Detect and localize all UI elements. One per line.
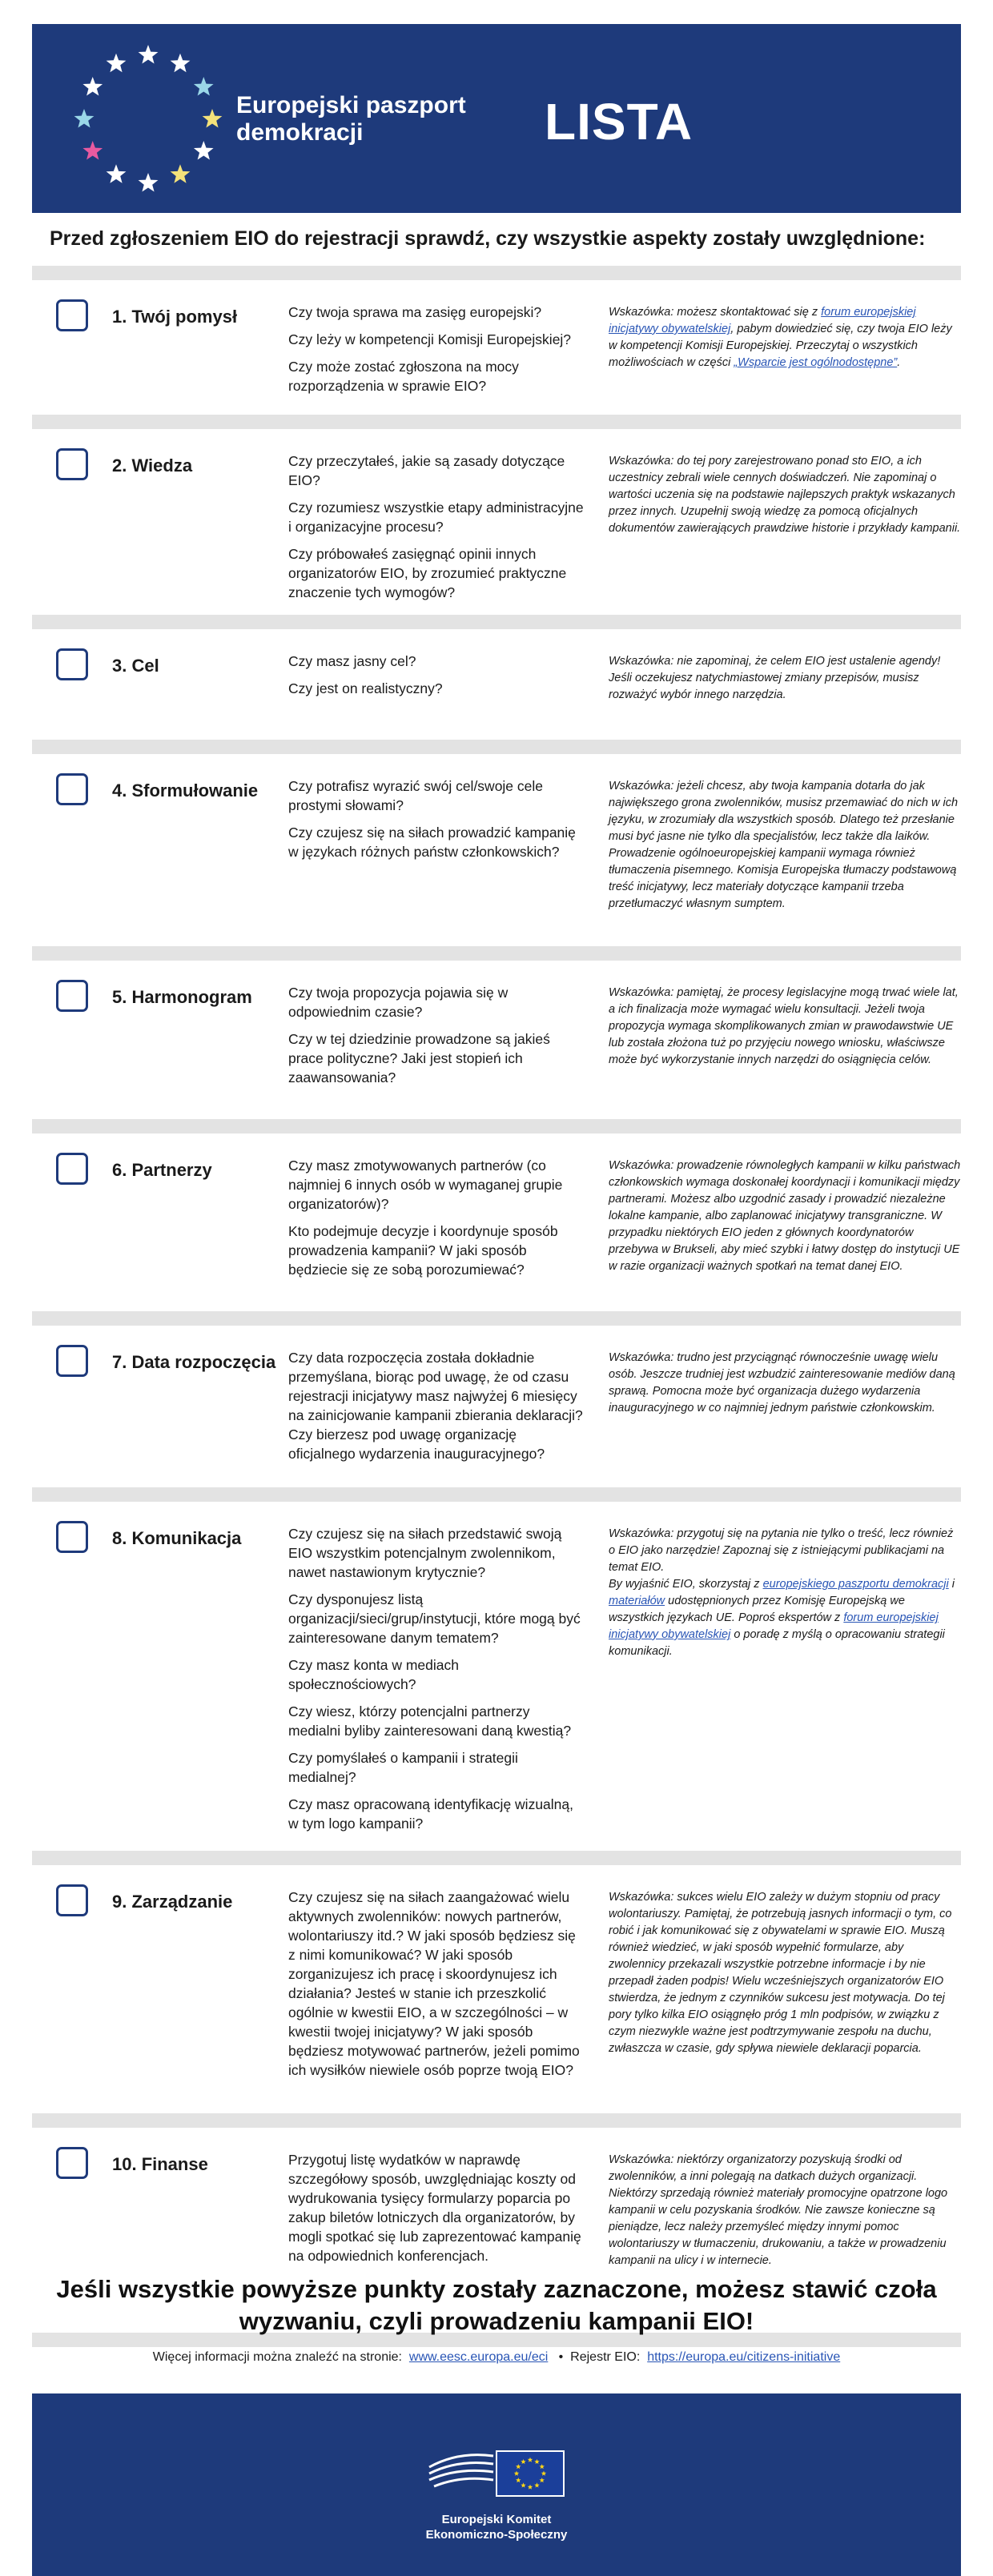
checkbox[interactable] — [56, 1153, 88, 1185]
item-title: 1. Twój pomysł — [112, 307, 238, 327]
checkbox[interactable] — [56, 648, 88, 680]
eu-star-icon — [194, 141, 214, 160]
item-tip: Wskazówka: do tej pory zarejestrowano ponad sto EIO, a ich uczestnicy zebrali wiele cennych doświadczeń. Nie zapominaj o wartości uczenia się na podstawie najlepszych praktyk wskazanych przez innych. Uzupełnij swoją wiedzę za pomocą oficjalnych dokumentów zawierających prawdziwe historie i przykłady kampanii. — [609, 455, 961, 535]
question: Czy rozumiesz wszystkie etapy administracyjne i organizacyjne procesu? — [288, 500, 584, 535]
item-title: 2. Wiedza — [112, 455, 193, 475]
item-tip: Wskazówka: niektórzy organizatorzy pozyskują środki od zwolenników, a inni polegają na datkach dużych organizacji. Niektórzy sprzedają również materiały promocyjne opatrzone logo kampanii w celu pozyskania środków. Nie zawsze konieczne są pieniądze, lecz należy przemyśleć między innymi pomoc wolontariuszy w tłumaczeniu, drukowaniu, a także w prowadzeniu kampanii na ulicy i w internecie. — [609, 2153, 948, 2267]
question: Czy masz jasny cel? — [288, 653, 416, 669]
checklist-item — [32, 961, 961, 1119]
tip-link[interactable]: materiałów — [609, 1595, 665, 1607]
eu-star-icon — [203, 109, 223, 128]
question: Czy czujesz się na siłach prowadzić kampanię w językach różnych państw członkowskich? — [288, 825, 576, 860]
question: Czy próbowałeś zasięgnąć opinii innych organizatorów EIO, by zrozumieć praktyczne znaczenie tych wymogów? — [288, 546, 567, 600]
row-separator — [32, 1119, 961, 1134]
item-title: 8. Komunikacja — [112, 1528, 242, 1548]
question: Czy dysponujesz listą organizacji/sieci/grup/instytucji, które mogą być zainteresowane danym tematem? — [288, 1591, 581, 1646]
tip-text: By wyjaśnić EIO, skorzystaj z — [609, 1578, 763, 1591]
item-title: 7. Data rozpoczęcia — [112, 1352, 276, 1372]
item-tip — [609, 304, 961, 371]
item-questions — [288, 303, 585, 403]
item-tip: Wskazówka: jeżeli chcesz, aby twoja kampania dotarła do jak największego grona zwolenników, musisz przemawiać do nich w ich języku, w zrozumiały dla wszystkich sposób. Dlatego też przesłanie musi być jasne nie tylko dla specjalistów, lecz także dla laików. Prowadzenie ogólnoeuropejskiej kampanii wymaga również tłumaczenia pisemnego. Komisja Europejska tłumaczy podstawową treść inicjatywy, lecz materiały dotyczące kampanii trzeba przetłumaczyć własnym sumptem. — [609, 780, 959, 910]
eu-star-icon — [139, 45, 159, 64]
item-questions — [288, 1348, 585, 1471]
question: Czy jest on realistyczny? — [288, 680, 443, 696]
checkbox[interactable] — [56, 299, 88, 331]
question: Czy wiesz, którzy potencjalni partnerzy medialni byliby zainteresowani daną kwestią? — [288, 1703, 572, 1739]
call-to-action — [32, 2273, 961, 2337]
brand-title — [236, 92, 466, 146]
item-questions — [288, 1524, 585, 1841]
question: Czy czujesz się na siłach zaangażować wielu aktywnych zwolenników: nowych partnerów, wolontariuszy itd.? W jaki sposób będziesz się z nimi komunikować? W jaki sposób zorganizujesz ich pracę i skoordynujesz ich działania? Jesteś w stanie ich przeszkolić ogólnie w kwestii EIO, a w szczególności – w kwestii twojej inicjatywy? W jaki sposób będziesz motywować partnerów, jeżeli pomimo ich wysiłków niewiele osób poprze twoją EIO? — [288, 1889, 580, 2078]
checklist — [32, 266, 961, 2347]
intro-text: Przed zgłoszeniem EIO do rejestracji sprawdź, czy wszystkie aspekty zostały uwzględnione: — [50, 227, 926, 250]
checklist-item — [32, 280, 961, 415]
row-separator — [32, 2113, 961, 2128]
question: Czy twoja propozycja pojawia się w odpowiednim czasie? — [288, 985, 509, 1020]
item-questions — [288, 983, 585, 1095]
row-separator — [32, 1851, 961, 1865]
item-title: 5. Harmonogram — [112, 987, 252, 1007]
item-questions — [288, 652, 585, 706]
item-title: 4. Sformułowanie — [112, 780, 259, 800]
tip-text: o poradę z myślą o opracowaniu strategii komunikacji. — [609, 1628, 945, 1658]
checkbox[interactable] — [56, 2147, 88, 2179]
checklist-item — [32, 1502, 961, 1851]
brand-line-2: demokracji — [236, 119, 364, 146]
item-tip: Wskazówka: pamiętaj, że procesy legislacyjne mogą trwać wiele lat, a ich finalizacja może wymagać wielu konsultacji. Jeżeli twoja propozycja wymaga skomplikowanych zmian w prawodawstwie UE lub została złożona tuż po przyjęciu nowego wniosku, właściwsze może być wykorzystanie innych narzędzi do osiągnięcia celów. — [609, 986, 959, 1066]
question: Czy masz opracowaną identyfikację wizualną, w tym logo kampanii? — [288, 1796, 573, 1832]
eesc-logo-icon — [426, 2448, 567, 2499]
question: Czy twoja sprawa ma zasięg europejski? — [288, 304, 542, 320]
eu-star-icon — [82, 77, 103, 96]
bullet-separator: • — [558, 2350, 564, 2364]
eesc-name — [32, 2512, 961, 2542]
checklist-item — [32, 754, 961, 946]
tip-text: . — [897, 356, 901, 369]
row-separator — [32, 1487, 961, 1502]
row-separator — [32, 946, 961, 961]
checkbox[interactable] — [56, 1521, 88, 1553]
question: Czy data rozpoczęcia została dokładnie przemyślana, biorąc pod uwagę, że od czasu rejestracji inicjatywy masz najwyżej 6 miesięcy na zainicjowanie kampanii zbierania deklaracji? Czy bierzesz pod uwagę organizację oficjalnego wydarzenia inauguracyjnego? — [288, 1350, 583, 1462]
row-separator — [32, 266, 961, 280]
eesc-name-line-2: Ekonomiczno-Społeczny — [425, 2528, 568, 2542]
page-title: LISTA — [545, 93, 693, 150]
more-info-label: Więcej informacji można znaleźć na stronie: — [152, 2350, 402, 2364]
item-tip: Wskazówka: sukces wielu EIO zależy w dużym stopniu od pracy wolontariuszy. Pamiętaj, że potrzebują jasnych informacji o tym, co robić i jak komunikować się z obywatelami w sprawie EIO. Muszą również wiedzieć, w jaki sposób wypełnić formularze, aby zwolennicy przekazali wszystkie potrzebne informacje i by nie przepadł żaden podpis! Wielu wcześniejszych organizatorów EIO stwierdza, że jednym z czynników sukcesu jest motywacja. Do tej pory tylko kilka EIO osiągnęło próg 1 mln podpisów, w związku z czym niezwykle ważne jest podtrzymywanie zespołu na duchu, zwłaszcza w czasie, gdy spływa niewiele deklaracji poparcia. — [609, 1891, 952, 2055]
eu-star-icon — [107, 164, 127, 183]
eu-star-icon — [171, 164, 191, 183]
checkbox[interactable] — [56, 1345, 88, 1377]
row-separator — [32, 1311, 961, 1326]
item-questions — [288, 776, 585, 869]
checklist-item — [32, 1865, 961, 2113]
item-title: 10. Finanse — [112, 2154, 208, 2174]
question: Czy może zostać zgłoszona na mocy rozporządzenia w sprawie EIO? — [288, 359, 519, 394]
checkbox[interactable] — [56, 448, 88, 480]
tip-link[interactable]: forum europejskiej inicjatywy obywatelskiej — [609, 1611, 939, 1641]
item-title: 6. Partnerzy — [112, 1160, 212, 1180]
eu-star-icon — [194, 77, 214, 96]
checklist-item — [32, 629, 961, 740]
cta-line-2: wyzwaniu, czyli prowadzeniu kampanii EIO! — [239, 2307, 754, 2335]
question: Czy masz zmotywowanych partnerów (co najmniej 6 innych osób w wymaganej grupie organizatorów)? — [288, 1158, 563, 1212]
item-questions — [288, 2150, 585, 2273]
more-info — [32, 2350, 961, 2365]
item-questions — [288, 1156, 585, 1287]
eu-star-icon — [107, 54, 127, 73]
item-tip — [609, 1526, 961, 1660]
eesc-eci-link[interactable]: www.eesc.europa.eu/eci — [408, 2350, 549, 2364]
row-separator — [32, 615, 961, 629]
item-title: 9. Zarządzanie — [112, 1892, 233, 1912]
checklist-item — [32, 1134, 961, 1311]
checkbox[interactable] — [56, 1884, 88, 1916]
question: Przygotuj listę wydatków w naprawdę szczegółowy sposób, uwzględniając koszty od wydrukowania tysięcy formularzy poparcia po zakup biletów lotniczych dla organizatorów, by mogli spotkać się lub zaprezentować kampanię na odpowiednich konferencjach. — [288, 2152, 581, 2264]
header-banner — [32, 24, 961, 213]
question: Czy leży w kompetencji Komisji Europejskiej? — [288, 331, 572, 347]
question: Czy w tej dziedzinie prowadzone są jakieś prace polityczne? Jaki jest stopień ich zaawansowania? — [288, 1031, 550, 1085]
item-tip: Wskazówka: prowadzenie równoległych kampanii w kilku państwach członkowskich wymaga doskonałej koordynacji i komunikacji między partnerami. Możesz albo uzgodnić zasady i prowadzić niezależne lokalne kampanie, albo zaplanować inicjatywy transgraniczne. W przypadku niektórych EIO jeden z głównych koordynatorów przebywa w Brukseli, aby mieć szybki i łatwy dostęp do instytucji UE w razie organizacji ważnych spotkań na temat danej EIO. — [609, 1159, 961, 1273]
tip-text: , pabym dowiedzieć się, czy twoja EIO leży w kompetencji Komisji Europejskiej. Przeczytaj o wszystkich możliwościach w części — [609, 323, 952, 369]
checkbox[interactable] — [56, 773, 88, 805]
brand-line-1: Europejski paszport — [236, 92, 466, 118]
question: Czy potrafisz wyrazić swój cel/swoje cele prostymi słowami? — [288, 778, 544, 813]
eesc-name-line-1: Europejski Komitet — [441, 2513, 552, 2526]
tip-link[interactable]: europejskiego paszportu demokracji — [762, 1578, 949, 1591]
eu-stars-icon — [64, 35, 232, 203]
cta-line-1: Jeśli wszystkie powyższe punkty zostały zaznaczone, możesz stawić czoła — [56, 2275, 937, 2303]
checklist-item — [32, 1326, 961, 1487]
row-separator — [32, 415, 961, 429]
eu-star-icon — [74, 109, 94, 128]
registry-label: Rejestr EIO: — [570, 2350, 641, 2364]
tip-link[interactable]: forum europejskiej inicjatywy obywatelskiej — [609, 306, 916, 335]
eu-star-icon — [82, 141, 103, 160]
eu-star-icon — [139, 173, 159, 192]
item-questions — [288, 1888, 585, 2088]
item-tip: Wskazówka: nie zapominaj, że celem EIO jest ustalenie agendy! Jeśli oczekujesz natychmiastowej zmiany przepisów, musisz rozważyć wybór innego narzędzia. — [609, 655, 941, 701]
eci-registry-link[interactable]: https://europa.eu/citizens-initiative — [647, 2350, 841, 2364]
question: Kto podejmuje decyzje i koordynuje sposób prowadzenia kampanii? W jaki sposób będziecie się ze sobą porozumiewać? — [288, 1223, 558, 1278]
question: Czy czujesz się na siłach przedstawić swoją EIO wszystkim potencjalnym zwolennikom, nawet nastawionym krytycznie? — [288, 1526, 562, 1580]
footer-banner — [32, 2393, 961, 2576]
tip-text: Wskazówka: przygotuj się na pytania nie tylko o treść, lecz również o EIO jako narzędzie! Zapoznaj się z istniejącymi publikacjami na temat EIO. — [609, 1527, 954, 1574]
checkbox[interactable] — [56, 980, 88, 1012]
item-questions — [288, 451, 585, 610]
tip-text: i — [948, 1578, 955, 1591]
eu-star-icon — [171, 54, 191, 73]
item-tip: Wskazówka: trudno jest przyciągnąć równocześnie uwagę wielu osób. Jeszcze trudniej jest wzbudzić zainteresowanie mediów daną sprawą. Pomocna może być organizacja dużego wydarzenia inauguracyjnego w co najmniej jednym państwie członkowskim. — [609, 1351, 955, 1414]
tip-link[interactable]: „Wsparcie jest ogólnodostępne” — [734, 356, 898, 369]
tip-text: udostępnionych przez Komisję Europejską we wszystkich językach UE. Poproś ekspertów z — [609, 1595, 905, 1624]
row-separator — [32, 740, 961, 754]
tip-text: Wskazówka: możesz skontaktować się z — [609, 306, 822, 319]
checklist-item — [32, 429, 961, 615]
question: Czy przeczytałeś, jakie są zasady dotyczące EIO? — [288, 453, 565, 488]
question: Czy pomyślałeś o kampanii i strategii medialnej? — [288, 1750, 518, 1785]
question: Czy masz konta w mediach społecznościowych? — [288, 1657, 459, 1692]
item-title: 3. Cel — [112, 656, 159, 676]
